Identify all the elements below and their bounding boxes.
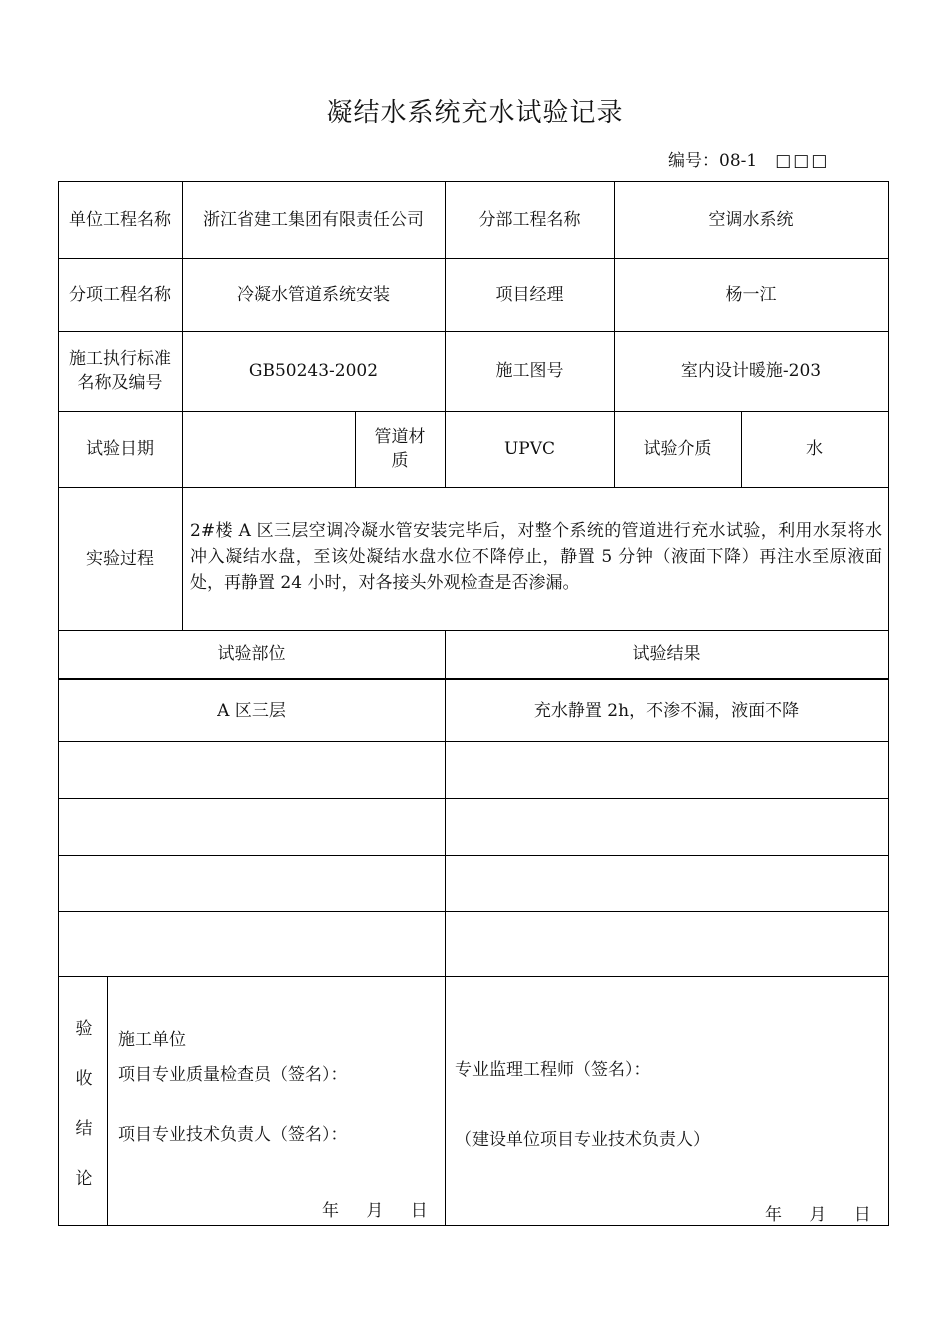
result-location-5 <box>58 911 445 976</box>
tech-lead-signature: 项目专业技术负责人（签名）： <box>118 1125 348 1145</box>
medium-label: 试验介质 <box>643 439 712 459</box>
owner-tech-lead-signature: （建设单位项目专业技术负责人） <box>455 1130 710 1150</box>
result-location-1: A 区三层 <box>217 700 286 721</box>
manager-label: 项目经理 <box>495 284 564 305</box>
test-date-label: 试验日期 <box>86 439 154 459</box>
result-value-3 <box>445 798 888 855</box>
col-divider <box>107 976 108 1226</box>
unit-project-value: 浙江省建工集团有限责任公司 <box>203 209 424 230</box>
sub-project-label: 分部工程名称 <box>478 209 581 230</box>
row-divider <box>58 976 889 977</box>
result-location-4 <box>58 855 445 911</box>
page-title: 凝结水系统充水试验记录 <box>326 98 624 128</box>
location-header: 试验部位 <box>217 644 286 664</box>
contractor-label: 施工单位 <box>118 1030 186 1050</box>
table-border-bottom <box>58 1225 889 1226</box>
drawing-label: 施工图号 <box>495 361 564 381</box>
medium-value: 水 <box>806 439 823 459</box>
result-value-5 <box>445 911 888 976</box>
sub-project-value: 空调水系统 <box>708 209 794 230</box>
date-right: 年 月 日 <box>765 1205 871 1225</box>
process-label: 实验过程 <box>86 548 154 569</box>
acceptance-label-char: 验 <box>75 1019 93 1039</box>
result-location-2 <box>58 741 445 798</box>
unit-project-label: 单位工程名称 <box>69 209 171 230</box>
quality-inspector-signature: 项目专业质量检查员（签名）： <box>118 1065 348 1085</box>
standard-value: GB50243-2002 <box>248 361 379 381</box>
result-header: 试验结果 <box>632 644 701 664</box>
acceptance-label-char: 收 <box>75 1069 93 1089</box>
acceptance-label-char: 结 <box>75 1119 93 1139</box>
serial-boxes: □□□ <box>775 151 830 171</box>
pipe-material-value: UPVC <box>503 439 556 459</box>
table-border-right <box>888 181 889 1226</box>
standard-label: 施工执行标准名称及编号 <box>69 349 171 393</box>
result-value-1: 充水静置 2h，不渗不漏，液面不降 <box>533 700 800 721</box>
pipe-material-label: 管道材质 <box>374 427 426 471</box>
result-value-2 <box>445 741 888 798</box>
serial-number <box>668 146 829 171</box>
date-left: 年 月 日 <box>322 1201 428 1221</box>
result-value-4 <box>445 855 888 911</box>
serial-label: 编号：08-1 <box>668 151 758 171</box>
process-text: 2#楼 A 区三层空调冷凝水管安装完毕后，对整个系统的管道进行充水试验，利用水泵将水冲入凝结水盘，至该处凝结水盘水位不降停止，静置 5 分钟（液面下降）再注水至原液面处，再静置 24 小时，对各接头外观检查是否渗漏。 <box>190 521 882 593</box>
manager-value: 杨一江 <box>725 284 777 305</box>
drawing-value: 室内设计暖施-203 <box>680 361 822 381</box>
supervisor-signature: 专业监理工程师（签名）： <box>455 1060 651 1080</box>
test-date-value <box>182 411 355 487</box>
result-location-3 <box>58 798 445 855</box>
item-project-label: 分项工程名称 <box>69 284 171 305</box>
item-project-value: 冷凝水管道系统安装 <box>237 284 390 305</box>
acceptance-label-char: 论 <box>75 1169 93 1189</box>
